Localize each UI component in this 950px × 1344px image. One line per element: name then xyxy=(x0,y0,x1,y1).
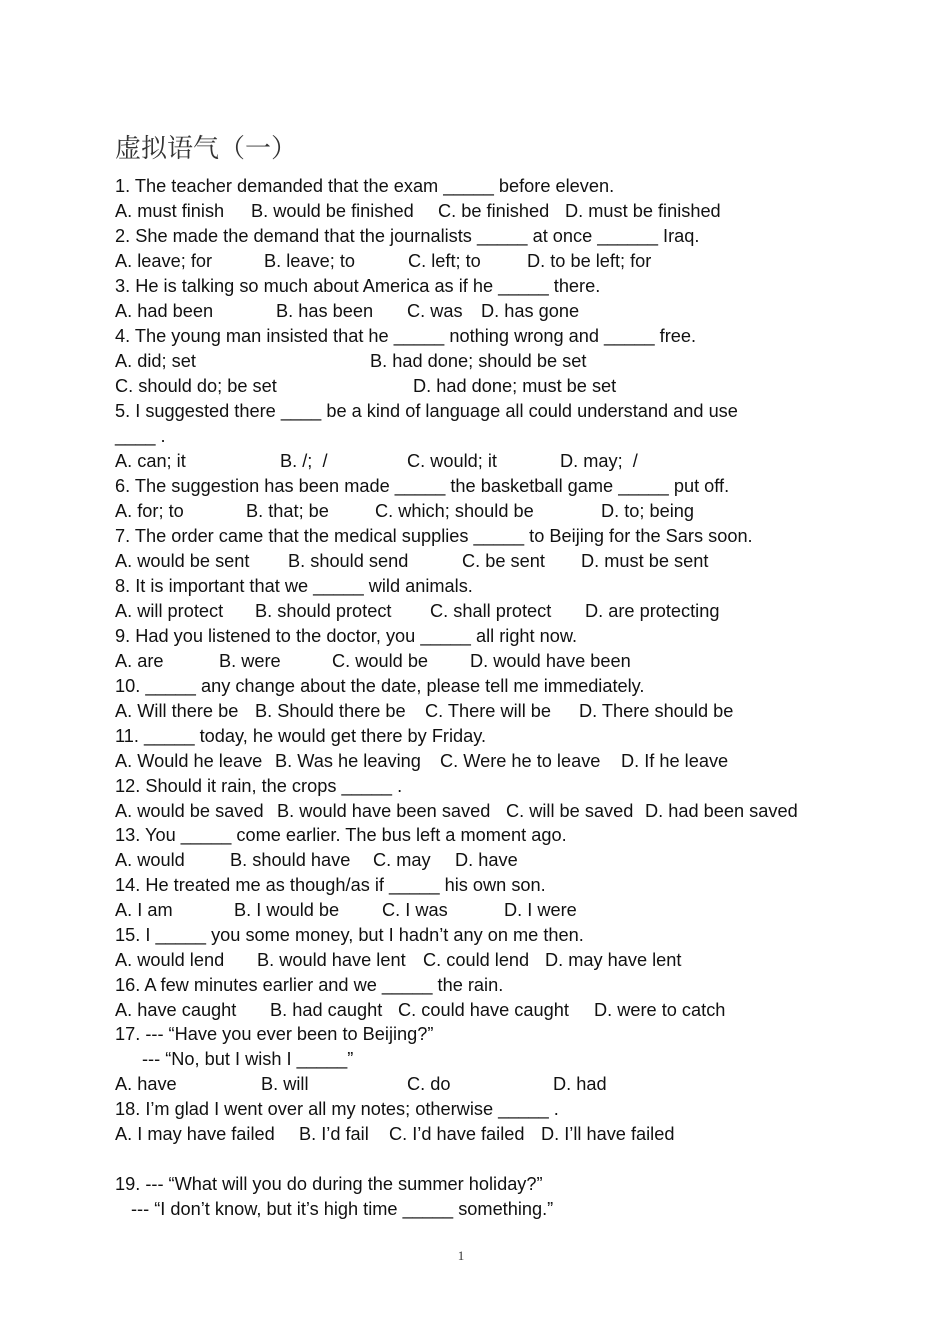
answer-option: D. have xyxy=(455,850,518,870)
answer-option: B. I would be xyxy=(234,900,340,920)
answer-option: A. did; set xyxy=(115,351,196,371)
question-text-q6: 6. The suggestion has been made _____ the basketball game _____ put off. xyxy=(115,476,730,496)
answer-option: A. will protect xyxy=(115,601,224,621)
answer-option: D. were to catch xyxy=(594,1000,726,1020)
page-number: 1 xyxy=(457,1248,465,1263)
answer-option: A. would be saved xyxy=(115,801,264,821)
question-text-q14: 14. He treated me as though/as if _____ his own son. xyxy=(115,875,546,895)
answer-option: C. would be xyxy=(332,651,429,671)
question-text-q16: 16. A few minutes earlier and we _____ the rain. xyxy=(115,975,504,995)
answer-option: D. may have lent xyxy=(545,950,682,970)
question-text-q2: 2. She made the demand that the journalists _____ at once ______ Iraq. xyxy=(115,226,700,246)
answer-option: A. Would he leave xyxy=(115,751,263,771)
answer-option: D. If he leave xyxy=(621,751,729,771)
answer-option: B. would be finished xyxy=(251,201,414,221)
answer-option: C. will be saved xyxy=(506,801,634,821)
answer-option: A. have caught xyxy=(115,1000,237,1020)
question-text-q12: 12. Should it rain, the crops _____ . xyxy=(115,776,403,796)
answer-option: C. should do; be set xyxy=(115,376,277,396)
question-text-q19: 19. --- “What will you do during the summer holiday?” xyxy=(115,1174,543,1194)
answer-option: A. must finish xyxy=(115,201,225,221)
answer-option: C. Were he to leave xyxy=(440,751,601,771)
answer-option: D. may; / xyxy=(560,451,638,471)
answer-option: D. I’ll have failed xyxy=(541,1124,675,1144)
question-text-q1: 1. The teacher demanded that the exam _____ before eleven. xyxy=(115,176,615,196)
answer-option: D. I were xyxy=(504,900,577,920)
answer-option: D. to be left; for xyxy=(527,251,652,271)
answer-option: A. can; it xyxy=(115,451,186,471)
answer-option: C. could lend xyxy=(423,950,530,970)
answer-option: C. There will be xyxy=(425,701,552,721)
answer-option: C. be sent xyxy=(462,551,545,571)
answer-option: C. be finished xyxy=(438,201,550,221)
answer-option: C. was xyxy=(407,301,463,321)
answer-option: A. I may have failed xyxy=(115,1124,275,1144)
question-text-q17-reply: --- “No, but I wish I _____” xyxy=(142,1049,354,1069)
answer-option: A. Will there be xyxy=(115,701,239,721)
answer-option: C. would; it xyxy=(407,451,497,471)
answer-option: A. would be sent xyxy=(115,551,250,571)
answer-option: D. must be sent xyxy=(581,551,709,571)
question-text-q17: 17. --- “Have you ever been to Beijing?” xyxy=(115,1024,434,1044)
answer-option: D. had been saved xyxy=(645,801,798,821)
answer-option: B. would have lent xyxy=(257,950,406,970)
answer-option: D. to; being xyxy=(601,501,695,521)
question-text-q5: 5. I suggested there ____ be a kind of language all could understand and use xyxy=(115,401,738,421)
question-text-q8: 8. It is important that we _____ wild animals. xyxy=(115,576,473,596)
answer-option: B. should have xyxy=(230,850,351,870)
answer-option: A. have xyxy=(115,1074,177,1094)
answer-option: B. that; be xyxy=(246,501,329,521)
answer-option: D. would have been xyxy=(470,651,631,671)
answer-option: C. may xyxy=(373,850,431,870)
answer-option: A. leave; for xyxy=(115,251,213,271)
answer-option: B. should send xyxy=(288,551,409,571)
answer-option: B. Was he leaving xyxy=(275,751,421,771)
answer-option: B. had caught xyxy=(270,1000,383,1020)
answer-option: C. I was xyxy=(382,900,448,920)
answer-option: C. left; to xyxy=(408,251,481,271)
answer-option: B. had done; should be set xyxy=(370,351,587,371)
answer-option: B. has been xyxy=(276,301,374,321)
question-text-q18: 18. I’m glad I went over all my notes; otherwise _____ . xyxy=(115,1099,559,1119)
answer-option: D. has gone xyxy=(481,301,580,321)
answer-option: B. would have been saved xyxy=(277,801,491,821)
answer-option: B. Should there be xyxy=(255,701,406,721)
answer-option: C. do xyxy=(407,1074,451,1094)
question-text-q9: 9. Had you listened to the doctor, you _____ all right now. xyxy=(115,626,578,646)
question-text-q19-reply: --- “I don’t know, but it’s high time _____ something.” xyxy=(131,1199,554,1219)
answer-option: C. I’d have failed xyxy=(389,1124,525,1144)
question-text-q3: 3. He is talking so much about America as if he _____ there. xyxy=(115,276,601,296)
answer-option: A. I am xyxy=(115,900,173,920)
answer-option: B. /; / xyxy=(280,451,328,471)
answer-option: D. There should be xyxy=(579,701,734,721)
answer-option: D. are protecting xyxy=(585,601,720,621)
answer-option: A. are xyxy=(115,651,164,671)
answer-option: B. were xyxy=(219,651,281,671)
answer-option: B. should protect xyxy=(255,601,392,621)
question-text-q10: 10. _____ any change about the date, please tell me immediately. xyxy=(115,676,645,696)
answer-option: D. had xyxy=(553,1074,607,1094)
question-text-q13: 13. You _____ come earlier. The bus left a moment ago. xyxy=(115,825,567,845)
answer-option: D. must be finished xyxy=(565,201,721,221)
question-text-q15: 15. I _____ you some money, but I hadn’t any on me then. xyxy=(115,925,584,945)
answer-option: D. had done; must be set xyxy=(413,376,617,396)
question-text-q11: 11. _____ today, he would get there by Friday. xyxy=(115,726,487,746)
page-title: 虚拟语气（一） xyxy=(115,134,298,164)
answer-option: C. which; should be xyxy=(375,501,534,521)
answer-option: B. leave; to xyxy=(264,251,355,271)
answer-option: A. would xyxy=(115,850,185,870)
question-text-q7: 7. The order came that the medical supplies _____ to Beijing for the Sars soon. xyxy=(115,526,753,546)
answer-option: A. for; to xyxy=(115,501,184,521)
answer-option: A. had been xyxy=(115,301,214,321)
question-text-q4: 4. The young man insisted that he _____ nothing wrong and _____ free. xyxy=(115,326,697,346)
answer-option: A. would lend xyxy=(115,950,225,970)
answer-option: C. shall protect xyxy=(430,601,552,621)
answer-option: B. will xyxy=(261,1074,309,1094)
answer-option: C. could have caught xyxy=(398,1000,569,1020)
question-text-q5-cont: ____ . xyxy=(115,426,166,446)
answer-option: B. I’d fail xyxy=(299,1124,369,1144)
